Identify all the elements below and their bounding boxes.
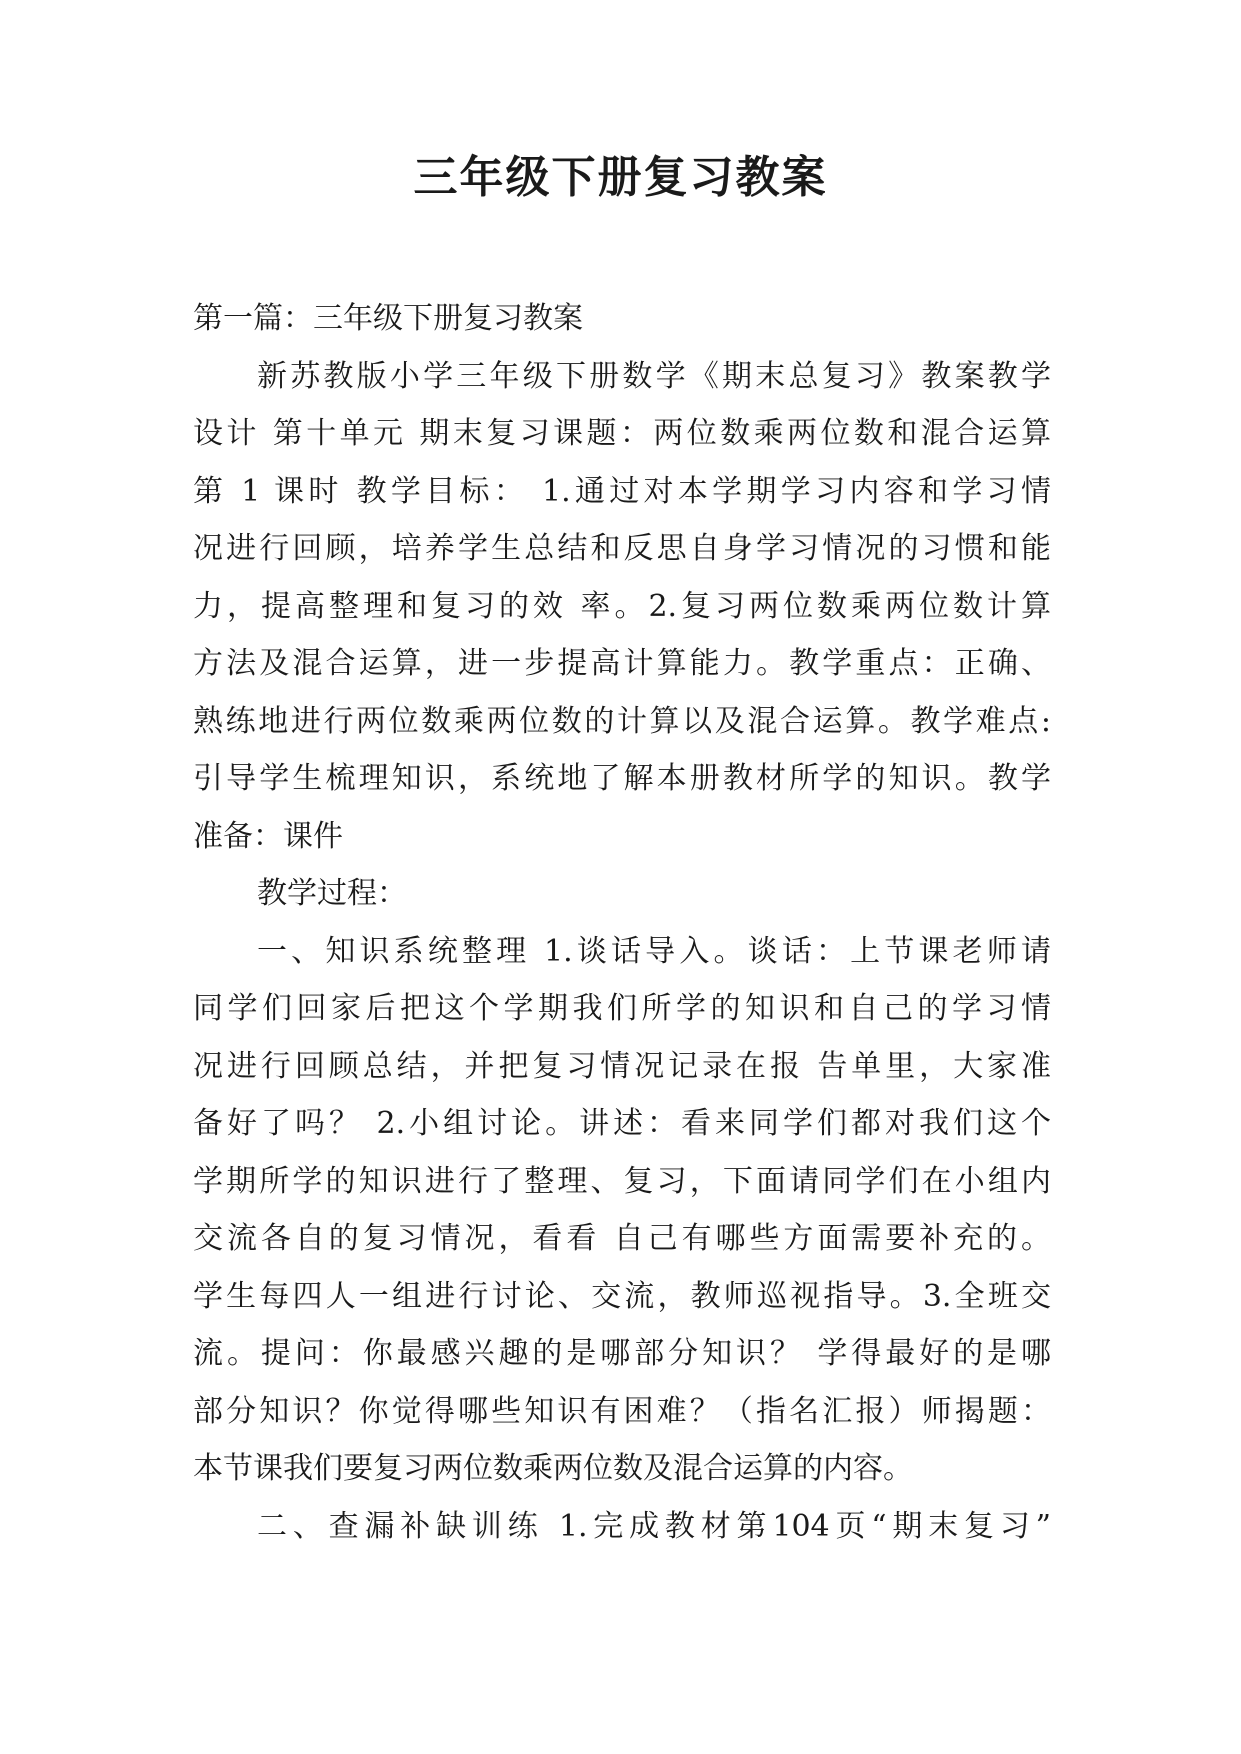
body-line: 二、查漏补缺训练 1.完成教材第104页“期末复习” <box>257 1508 1051 1544</box>
document-title: 三年级下册复习教案 <box>413 152 828 203</box>
body-line: 设计 第十单元 期末复习课题：两位数乘两位数和混合运算 <box>193 416 1051 451</box>
body-line: 新苏教版小学三年级下册数学《期末总复习》教案教学 <box>257 358 1051 394</box>
body-line: 准备：课件 <box>193 818 343 854</box>
body-line: 备好了吗？ 2.小组讨论。讲述：看来同学们都对我们这个 <box>193 1106 1051 1141</box>
body-line: 第 1 课时 教学目标： 1.通过对本学期学习内容和学习情 <box>193 473 1051 509</box>
body-line: 第一篇：三年级下册复习教案 <box>193 301 583 336</box>
body-line: 一、知识系统整理 1.谈话导入。谈话：上节课老师请 <box>257 933 1051 969</box>
body-line: 引导学生梳理知识，系统地了解本册教材所学的知识。教学 <box>193 761 1051 796</box>
document-body <box>193 290 1051 1555</box>
body-line: 部分知识？你觉得哪些知识有困难？（指名汇报）师揭题： <box>193 1393 1051 1429</box>
body-line: 教学过程： <box>257 876 407 911</box>
body-line: 况进行回顾，培养学生总结和反思自身学习情况的习惯和能 <box>193 531 1051 566</box>
body-line: 交流各自的复习情况，看看 自己有哪些方面需要补充的。 <box>193 1221 1051 1256</box>
body-line: 熟练地进行两位数乘两位数的计算以及混合运算。教学难点: <box>193 703 1051 739</box>
body-line: 况进行回顾总结，并把复习情况记录在报 告单里，大家准 <box>193 1048 1051 1084</box>
body-line: 力，提高整理和复习的效 率。2.复习两位数乘两位数计算 <box>193 588 1051 624</box>
body-line: 流。提问：你最感兴趣的是哪部分知识？ 学得最好的是哪 <box>193 1336 1051 1371</box>
body-line: 学期所学的知识进行了整理、复习，下面请同学们在小组内 <box>193 1163 1051 1199</box>
body-line: 同学们回家后把这个学期我们所学的知识和自己的学习情 <box>193 991 1051 1026</box>
body-line: 学生每四人一组进行讨论、交流，教师巡视指导。3.全班交 <box>193 1278 1051 1314</box>
body-line: 本节课我们要复习两位数乘两位数及混合运算的内容。 <box>193 1451 913 1486</box>
body-line: 方法及混合运算，进一步提高计算能力。教学重点：正确、 <box>193 646 1051 681</box>
